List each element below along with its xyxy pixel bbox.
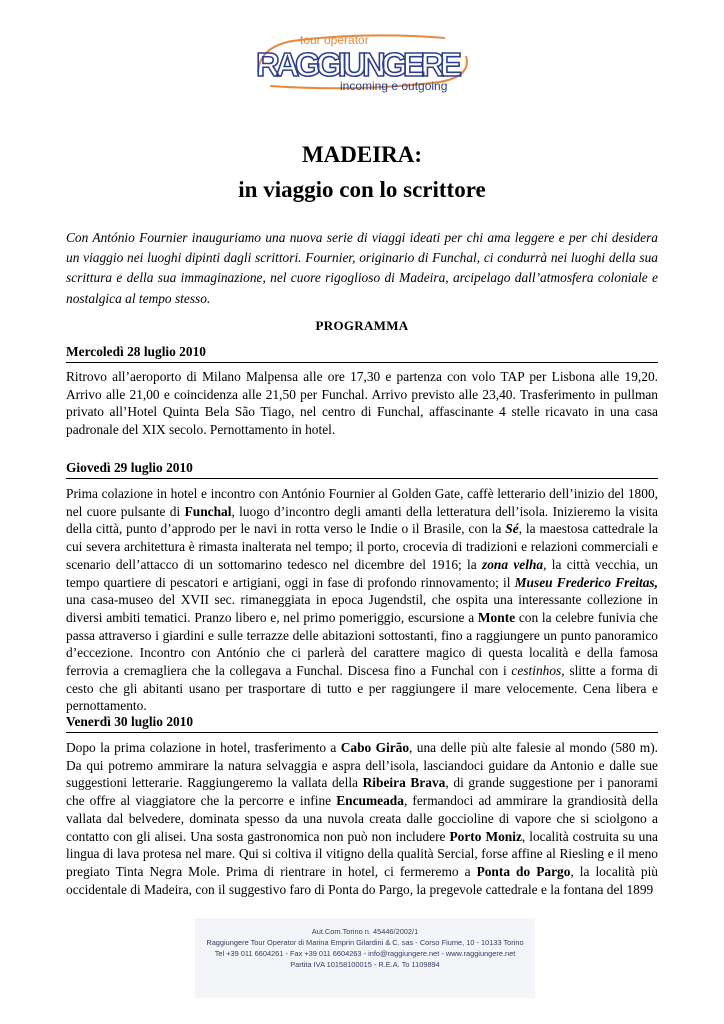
day-paragraph: Ritrovo all’aeroporto di Milano Malpensa alle ore 17,30 e partenza con volo TAP per Lisbona alle 19,20. Arrivo alle 21,00 e coincidenza alle 21,50 per Funchal. Arrivo previsto alle 23,40. Trasferimento in pullman privato all’Hotel Quinta Bela São Tiago, nel centro di Funchal, affascinante 4 stelle ricavato in una casa padronale del XIX secolo. Pernottamento in hotel. <box>66 369 658 438</box>
raggiungere-logo <box>240 26 480 98</box>
programma-heading: PROGRAMMA <box>315 318 409 333</box>
day-paragraph: Dopo la prima colazione in hotel, trasferimento a Cabo Girão, una delle più alte falesie al mondo (580 m). Da qui potremo ammirare la natura selvaggia e aspra dell’isola, lasciandoci guidare da Antonio e dalle sue suggestioni letterarie. Raggiungeremo la vallata della Ribeira Brava, di grande suggestione per i panorami che offre al viaggiatore che la percorre e infine Encumeada, fermandoci ad ammirare la grandiosità della vallata dal belvedere, dominata spesso da una nuvola creata dalle goccioline di vapore che si sciolgono a contatto con gli alisei. Una sosta gastronomica non può non includere Porto Moniz, località costruita su una lingua di lava protesa nel mare. Qui si coltiva il vitigno della qualità Sercial, forse affine al Riesling e il meno pregiato Tinta Negra Mole. Prima di rientrare in hotel, ci fermeremo a Ponta do Pargo, la località più occidentale di Madeira, con il suggestivo faro di Ponta do Pargo, la pregevole cattedrale e la fontana del 1899 <box>66 740 659 897</box>
footer-authorization: Aut.Com.Torino n. 45446/2002/1 <box>311 927 419 936</box>
page-title: MADEIRA: <box>301 142 423 167</box>
page-subtitle: in viaggio con lo scrittore <box>238 177 486 202</box>
logo-brand-text: RAGGIUNGERE <box>256 46 462 83</box>
footer-company: Raggiungere Tour Operator di Marina Emprin Gilardini & C. sas - Corso Fiume, 10 - 10133 Torino <box>206 938 524 947</box>
logo-top-text: tour operator <box>300 33 369 47</box>
intro-paragraph: Con António Fournier inauguriamo una nuova serie di viaggi ideati per chi ama leggere e per chi desidera un viaggio nei luoghi dipinti dagli scrittori. Fournier, originario di Funchal, ci condurrà nei luoghi della sua scrittura e della sua immaginazione, nel cuore rigoglioso di Madeira, arcipelago dall’atmosfera coloniale e nostalgica al tempo stesso. <box>66 230 658 306</box>
day-heading: Venerdì 30 luglio 2010 <box>66 714 658 733</box>
company-footer <box>195 918 535 998</box>
day-heading: Mercoledì 28 luglio 2010 <box>66 344 658 363</box>
logo-bottom-text: incoming e outgoing <box>340 79 448 93</box>
day-paragraph: Prima colazione in hotel e incontro con António Fournier al Golden Gate, caffè letterario dell’inizio del 1800, nel cuore pulsante di Funchal, luogo d’incontro degli amanti della letteratura dell’isola. Inizieremo la visita della città, punto d’approdo per le navi in rotta verso le Indie o il Brasile, con la Sé, la maestosa cattedrale la cui severa architettura è rimasta inalterata nel tempo; il porto, crocevia di tradizioni e relazioni commerciali e scenario dell’attacco di un sottomarino tedesco nel dicembre del 1916; la zona velha, la città vecchia, un tempo quartiere di pescatori e artigiani, oggi in fase di profondo rinnovamento; il Museu Frederico Freitas, una casa-museo del XVII sec. rimaneggiata in epoca Jugendstil, che ospita una interessante collezione in diversi ambiti tematici. Pranzo libero e, nel primo pomeriggio, escursione a Monte con la celebre funivia che passa attraverso i giardini e sulle terrazze delle abitazioni sottostanti, fino a raggiungere un punto panoramico d’eccezione. Incontro con António che ci parlerà del carattere magico di questa località e della famosa ferrovia a cremagliera che la collegava a Funchal. Discesa fino a Funchal con i cestinhos, slitte a forma di cesto che gli abitanti usano per trasportare di tutto e per raggiungere il mare velocemente. Cena libera e pernottamento. <box>66 486 658 714</box>
footer-vat: Partita IVA 10158100015 - R.E.A. To 1109894 <box>290 960 440 969</box>
footer-contacts: Tel +39 011 6604261 - Fax +39 011 6604263 - info@raggiungere.net - www.raggiungere.net <box>214 949 516 958</box>
day-heading: Giovedì 29 luglio 2010 <box>66 460 658 479</box>
